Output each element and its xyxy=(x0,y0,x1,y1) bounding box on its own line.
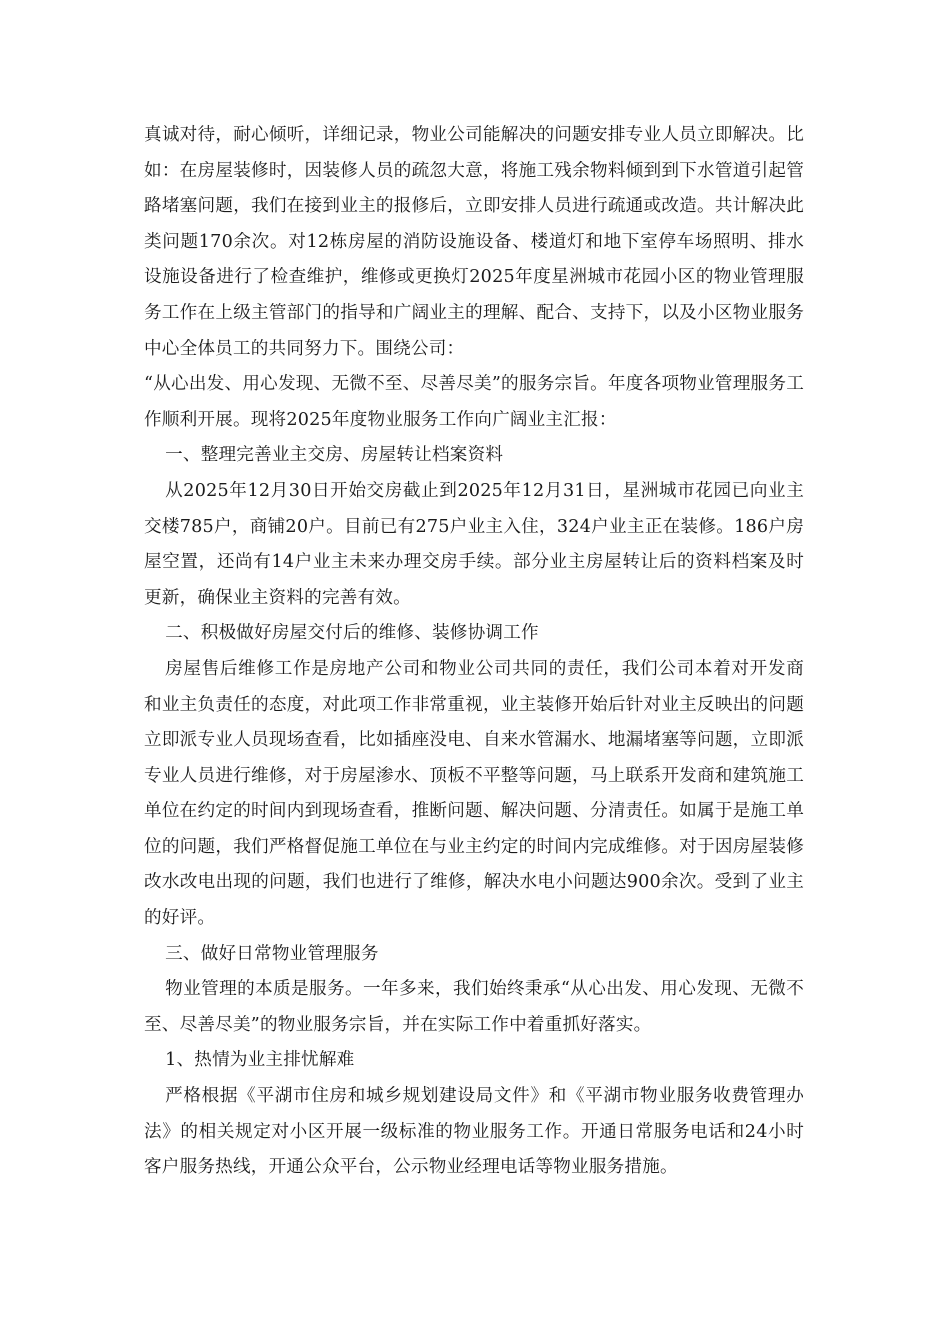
paragraph-handover-stats: 从2025年12月30日开始交房截止到2025年12月31日，星洲城市花园已向业主交楼785户，商铺20户。目前已有275户业主入住，324户业主正在装修。186户房屋空置，还尚有14户业主未来办理交房手续。部分业主房屋转让后的资料档案及时更新，确保业主资料的完善有效。 xyxy=(144,480,804,608)
paragraph-continuation: 真诚对待，耐心倾听，详细记录，物业公司能解决的问题安排专业人员立即解决。比如：在房屋装修时，因装修人员的疏忽大意，将施工残余物料倾到到下水管道引起管路堵塞问题，我们在接到业主的报修后，立即安排人员进行疏通或改造。共计解决此类问题170余次。对12栋房屋的消防设施设备、楼道灯和地下室停车场照明、排水设施设备进行了检查维护，维修或更换灯2025年度星洲城市花园小区的物业管理服务工作在上级主管部门的指导和广阔业主的理解、配合、支持下，以及小区物业服务中心全体员工的共同努力下。围绕公司： xyxy=(144,125,804,359)
paragraph-service-purpose: “从心出发、用心发现、无微不至、尽善尽美”的服务宗旨。年度各项物业管理服务工作顺利开展。现将2025年度物业服务工作向广阔业主汇报： xyxy=(144,374,804,430)
section-heading-2: 二、积极做好房屋交付后的维修、装修协调工作 xyxy=(165,623,539,644)
section-heading-3: 三、做好日常物业管理服务 xyxy=(165,943,379,964)
paragraph-service-standards: 严格根据《平湖市住房和城乡规划建设局文件》和《平湖市物业服务收费管理办法》的相关规定对小区开展一级标准的物业服务工作。开通日常服务电话和24小时客户服务热线，开通公众平台，公示物业经理电话等物业服务措施。 xyxy=(144,1086,804,1178)
document-body xyxy=(144,118,804,1186)
paragraph-service-essence: 物业管理的本质是服务。一年多来，我们始终秉承“从心出发、用心发现、无微不至、尽善尽美”的物业服务宗旨，并在实际工作中着重抓好落实。 xyxy=(144,979,804,1035)
paragraph-maintenance: 房屋售后维修工作是房地产公司和物业公司共同的责任，我们公司本着对开发商和业主负责任的态度，对此项工作非常重视，业主装修开始后针对业主反映出的问题立即派专业人员现场查看，比如插座没电、自来水管漏水、地漏堵塞等问题，立即派专业人员进行维修，对于房屋渗水、顶板不平整等问题，马上联系开发商和建筑施工单位在约定的时间内到现场查看，推断问题、解决问题、分清责任。如属于是施工单位的问题，我们严格督促施工单位在与业主约定的时间内完成维修。对于因房屋装修改水改电出现的问题，我们也进行了维修，解决水电小问题达900余次。受到了业主的好评。 xyxy=(144,658,804,929)
section-heading-1: 一、整理完善业主交房、房屋转让档案资料 xyxy=(165,445,504,466)
subsection-heading-1: 1、热情为业主排忧解难 xyxy=(165,1050,355,1071)
